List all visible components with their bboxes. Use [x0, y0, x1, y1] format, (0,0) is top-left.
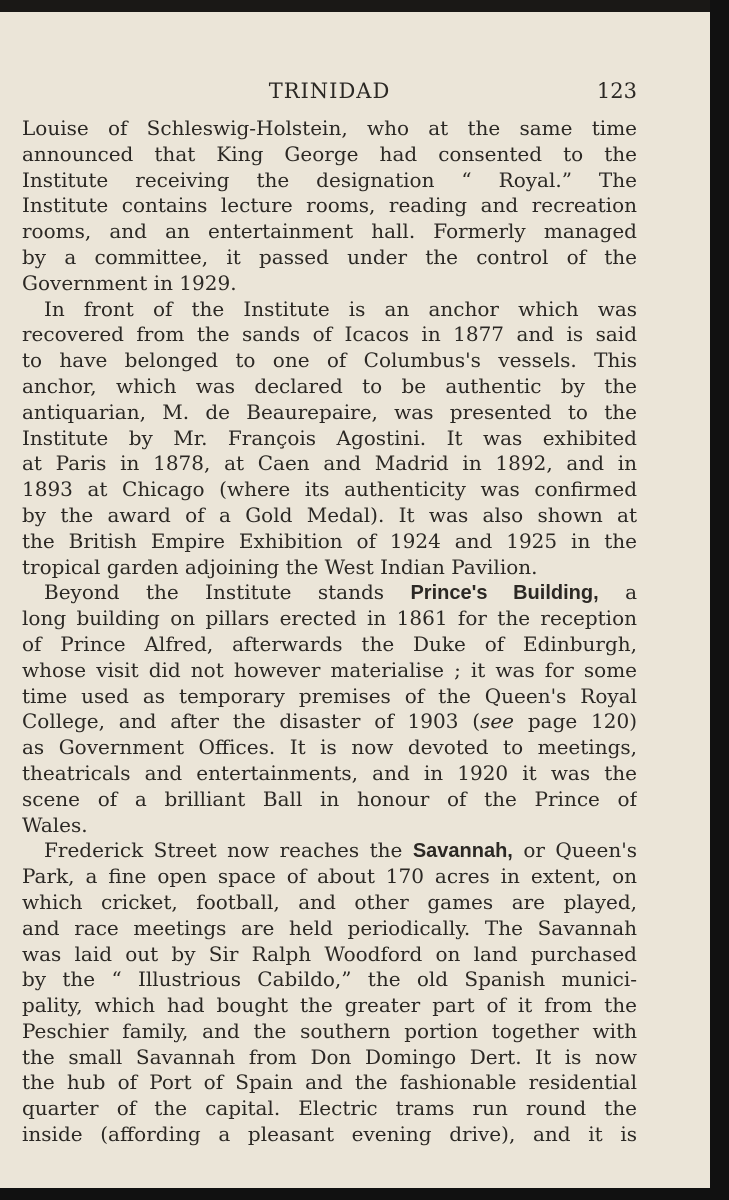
text-line: pality, which had bought the greater part of it from the	[22, 993, 637, 1018]
text-line: to have belonged to one of Columbus's vessels. This	[22, 348, 637, 373]
text-line: as Government Offices. It is now devoted to meetings,	[22, 735, 637, 760]
text-line: recovered from the sands of Icacos in 1877 and is said	[22, 322, 637, 347]
text-run: a	[625, 580, 637, 605]
text-run: or Queen's	[523, 838, 637, 863]
text-run: Beyond the Institute stands	[44, 580, 385, 605]
text-line: tropical garden adjoining the West Indian Pavilion.	[22, 554, 538, 579]
text-line: the small Savannah from Don Domingo Dert. It is now	[22, 1044, 637, 1069]
page-header	[22, 76, 637, 106]
book-page	[0, 12, 710, 1188]
text-line: by a committee, it passed under the control of the	[22, 244, 637, 269]
text-line	[22, 709, 637, 735]
text-line: Institute contains lecture rooms, reading and recreation	[22, 193, 637, 218]
paragraph-4	[22, 838, 637, 1148]
text-run: College, and after the disaster of 1903 (	[22, 709, 481, 734]
text-line: Peschier family, and the southern portion together with	[22, 1018, 637, 1043]
text-line: at Paris in 1878, at Caen and Madrid in 1892, and in	[22, 451, 637, 476]
text-line: Louise of Schleswig-Holstein, who at the same time	[22, 116, 637, 140]
text-line: anchor, which was declared to be authentic by the	[22, 373, 637, 398]
text-run: Frederick Street now reaches the	[44, 838, 403, 863]
paragraph-2	[22, 297, 637, 581]
text-line: scene of a brilliant Ball in honour of the Prince of	[22, 786, 637, 811]
text-line: rooms, and an entertainment hall. Formerly managed	[22, 219, 637, 244]
page-number: 123	[596, 79, 637, 103]
text-line: of Prince Alfred, afterwards the Duke of Edinburgh,	[22, 631, 637, 656]
text-run: page 120)	[514, 709, 637, 734]
text-line: antiquarian, M. de Beaurepaire, was presented to the	[22, 399, 637, 424]
text-line: was laid out by Sir Ralph Woodford on land purchased	[22, 941, 637, 966]
text-line: Institute by Mr. François Agostini. It was exhibited	[22, 425, 637, 450]
bold-term-savannah: Savannah,	[412, 840, 513, 863]
bold-term-princes-building: Prince's Building,	[410, 582, 599, 605]
text-line	[22, 580, 637, 606]
text-line: the hub of Port of Spain and the fashionable residential	[22, 1070, 637, 1095]
text-line	[22, 838, 637, 864]
text-line: Wales.	[22, 812, 88, 837]
text-line: time used as temporary premises of the Queen's Royal	[22, 683, 637, 708]
text-line: by the “ Illustrious Cabildo,” the old Spanish munici-	[22, 967, 637, 992]
text-line: quarter of the capital. Electric trams run round the	[22, 1096, 637, 1121]
text-line: inside (affording a pleasant evening drive), and it is	[22, 1122, 637, 1147]
text-line: Park, a fine open space of about 170 acres in extent, on	[22, 864, 637, 889]
text-line: Institute receiving the designation “ Royal.” The	[22, 167, 637, 192]
text-line: which cricket, football, and other games are played,	[22, 889, 637, 914]
text-line: whose visit did not however materialise ; it was for some	[22, 657, 637, 682]
text-line: and race meetings are held periodically. The Savannah	[22, 915, 637, 940]
paragraph-3	[22, 580, 637, 838]
text-line: by the award of a Gold Medal). It was also shown at	[22, 502, 637, 527]
text-line: 1893 at Chicago (where its authenticity was confirmed	[22, 477, 637, 502]
text-line: Government in 1929.	[22, 270, 237, 295]
text-line: long building on pillars erected in 1861 for the reception	[22, 606, 637, 631]
text-line: announced that King George had consented to the	[22, 141, 637, 166]
italic-see: see	[480, 709, 515, 734]
scan-edge-right	[710, 0, 729, 1200]
paragraph-1	[22, 116, 637, 297]
text-line: In front of the Institute is an anchor which was	[44, 296, 637, 321]
body-text	[22, 116, 637, 1148]
text-line: the British Empire Exhibition of 1924 and 1925 in the	[22, 528, 637, 553]
scan-edge-bottom	[0, 1188, 729, 1200]
running-title: TRINIDAD	[268, 79, 391, 103]
text-line: theatricals and entertainments, and in 1920 it was the	[22, 760, 637, 785]
